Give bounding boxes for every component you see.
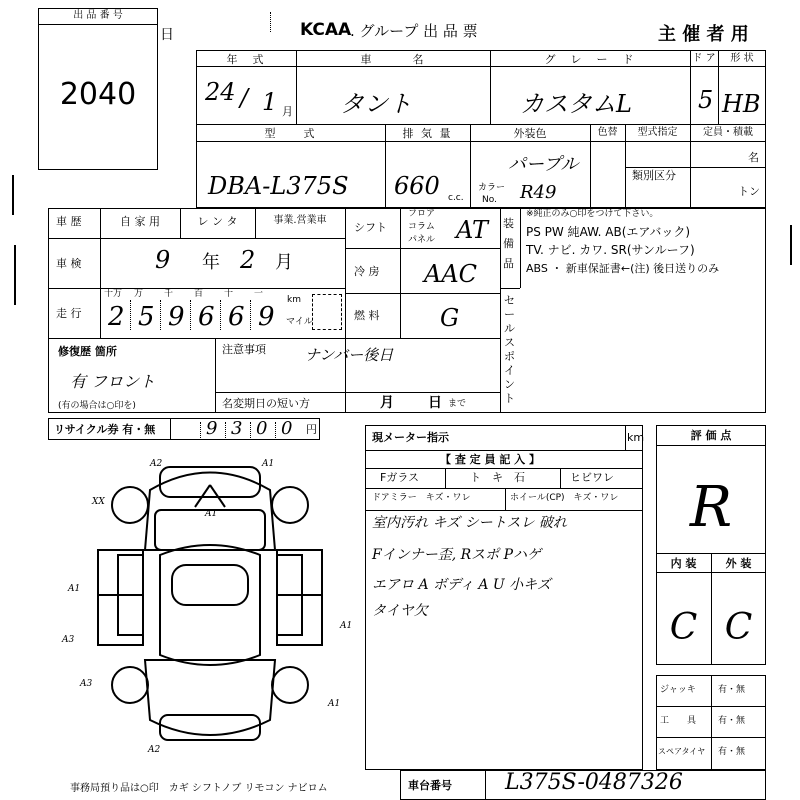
history-label: 車 歴 [56, 215, 82, 228]
wheel-label: ホイール(CP) キズ・ワレ [510, 493, 619, 503]
mark-xx: XX [92, 497, 105, 507]
notes-label: 注意事項 [222, 343, 266, 356]
inspection-label: 車 検 [56, 257, 82, 270]
shift-label: シフト [354, 221, 387, 234]
month-label: 月 [282, 105, 293, 118]
type-designation-label: 型式指定 [637, 127, 678, 138]
lot-number: 2040 [59, 77, 137, 112]
doors-label: ド ア [692, 53, 716, 64]
color-no-label: カラー [478, 183, 506, 193]
remark-3: エアロ A ボディ A U 小キズ [372, 577, 551, 593]
expiry-label: 名変期日の短い方 [222, 397, 310, 410]
capacity-label: 定員・積載 [703, 127, 753, 138]
inspection-year-unit: 年 [202, 252, 220, 273]
shift-column: コラム [408, 222, 435, 232]
meter-km: km [627, 431, 645, 444]
equipment-line1: PS PW 純AW. AB(エアバック) [526, 225, 691, 239]
tool-spare-value: 有・無 [718, 747, 746, 757]
aircon-value: AAC [424, 260, 478, 288]
repair-value: 有 フロント [70, 372, 156, 391]
type-value: DBA-L375S [208, 172, 349, 200]
expiry-month: 月 [380, 395, 394, 411]
glass-label: Fガラス [380, 471, 419, 484]
shift-floor: フロア [408, 209, 436, 219]
color-no-value: R49 [520, 182, 557, 203]
recycle-yen: 円 [306, 423, 317, 436]
tool-jack-label: ジャッキ [660, 685, 696, 695]
mark-a2-top: A2 [150, 459, 163, 469]
mark-a3-left: A3 [62, 635, 75, 645]
mile-unit: マイル [286, 317, 313, 327]
inspection-month-unit: 月 [275, 252, 293, 273]
mirror-label: ドアミラー キズ・ワレ [372, 493, 471, 503]
ton-unit: トン [738, 185, 760, 198]
mark-a1-right: A1 [340, 621, 353, 631]
mark-a3-rear: A3 [80, 679, 93, 689]
recycle-digit: 9 [206, 418, 218, 439]
tool-jack-value: 有・無 [718, 685, 746, 695]
ext-color-label: 外装色 [513, 127, 547, 140]
inspector-title: 【 査 定 員 記 入 】 [440, 453, 540, 466]
cc-unit: c.c. [448, 193, 464, 203]
interior-grade: C [669, 607, 698, 648]
odometer-digit-label: 十万 [104, 289, 123, 299]
odometer-digit-label: 十 [224, 289, 234, 299]
remark-2: Fインナー歪, Rスポ Pハゲ [372, 547, 542, 563]
odometer-digit: 6 [198, 302, 215, 332]
repair-note: (有の場合は○印を) [58, 401, 136, 411]
recycle-digit: 0 [281, 418, 293, 439]
inspection-year: 9 [155, 246, 171, 274]
equipment-label: 装 備 品 [503, 217, 514, 270]
mark-a1-left: A1 [68, 584, 81, 594]
model-label: 車 名 [360, 53, 426, 66]
odometer-digit: 9 [258, 302, 275, 332]
odometer-digit-label: 一 [254, 289, 264, 299]
recycle-digit: 0 [256, 418, 268, 439]
tool-tools-value: 有・無 [718, 716, 746, 726]
exterior-label: 外 装 [725, 557, 752, 570]
mark-a2-rear: A2 [148, 745, 161, 755]
grade-label: 評 価 点 [690, 429, 732, 442]
aircon-label: 冷 房 [354, 265, 380, 278]
meter-label: 現メーター指示 [372, 431, 449, 444]
mark-a1-rear: A1 [328, 699, 341, 709]
category-label: 類別区分 [632, 169, 676, 182]
odometer-digit-label: 千 [164, 289, 174, 299]
odometer-digit: 5 [138, 302, 155, 332]
brand-logo: KCAA [300, 20, 352, 40]
glass-options: ト キ 石 [470, 471, 525, 484]
mileage-label: 走 行 [56, 307, 82, 320]
person-unit: 名 [748, 151, 759, 164]
type-label: 型 式 [264, 127, 317, 140]
mark-a1-hood: A1 [205, 509, 218, 519]
private-label: 自 家 用 [120, 215, 160, 228]
odometer-digit: 6 [228, 302, 245, 332]
shape-value: HB [722, 90, 761, 118]
glass-crack: ヒビワレ [570, 471, 614, 484]
fuel-value: G [440, 304, 460, 332]
rental-label: レ ン タ [197, 215, 238, 228]
office-items: 事務局預り品は○印 カギ シフトノブ リモコン ナビロム [70, 783, 328, 794]
equipment-note: ※純正のみ○印をつけて下さい。 [526, 209, 659, 219]
year-value: 24 [205, 78, 236, 106]
remark-4: タイヤ欠 [372, 603, 428, 619]
tool-spare-label: スペアタイヤ [658, 747, 706, 756]
doors-value: 5 [698, 86, 714, 114]
expiry-day: 日 [428, 395, 442, 411]
tool-tools-label: 工 具 [660, 716, 697, 726]
equipment-line3: ABS ・ 新車保証書←(注) 後日送りのみ [526, 262, 720, 275]
fuel-label: 燃 料 [354, 309, 380, 322]
lot-day-suffix: 日 [160, 27, 174, 43]
color-change-label: 色替 [597, 127, 618, 138]
odometer-digit: 2 [108, 302, 125, 332]
notes-value: ナンバー後日 [305, 346, 394, 364]
month-value: 1 [262, 88, 278, 116]
odometer-digit-label: 万 [134, 289, 144, 299]
shift-panel: パネル [408, 235, 436, 245]
recycle-digit: 3 [231, 418, 243, 439]
expiry-until: まで [448, 399, 467, 409]
business-label: 事業.営業車 [273, 215, 327, 226]
grade-value: カスタムL [520, 90, 632, 118]
exterior-grade: C [724, 607, 753, 648]
odometer-digit-label: 百 [194, 289, 204, 299]
form-title: . グループ 出 品 票 [350, 22, 478, 40]
year-label: 年 式 [226, 53, 266, 66]
equipment-line2: TV. ナビ. カワ. SR(サンルーフ) [526, 243, 695, 257]
shift-value: AT [456, 216, 489, 244]
lot-number-label: 出 品 番 号 [73, 10, 123, 21]
inspection-month: 2 [240, 246, 256, 274]
remark-1: 室内汚れ キズ シートスレ 破れ [372, 515, 567, 531]
mark-a1-top: A1 [262, 459, 275, 469]
sales-point-label: セールスポイント [504, 294, 515, 405]
organizer-label: 主 催 者 用 [658, 24, 749, 45]
km-unit: km [287, 295, 301, 305]
model-value: タント [340, 90, 412, 118]
interior-label: 内 装 [670, 557, 697, 570]
chassis-label: 車台番号 [408, 779, 452, 792]
grade-label: グ レ ー ド [544, 53, 636, 66]
odometer-digit: 9 [168, 302, 185, 332]
recycle-label: リサイクル券 有・無 [54, 423, 156, 436]
chassis-value: L375S-0487326 [505, 770, 683, 795]
displacement-label: 排 気 量 [402, 127, 453, 140]
ext-color-value: パープル [508, 154, 579, 175]
displacement-value: 660 [394, 172, 440, 200]
repair-label: 修復歴 箇所 [58, 345, 117, 358]
grade-score: R [689, 475, 733, 540]
car-damage-diagram [70, 455, 360, 755]
shape-label: 形 状 [730, 53, 754, 64]
